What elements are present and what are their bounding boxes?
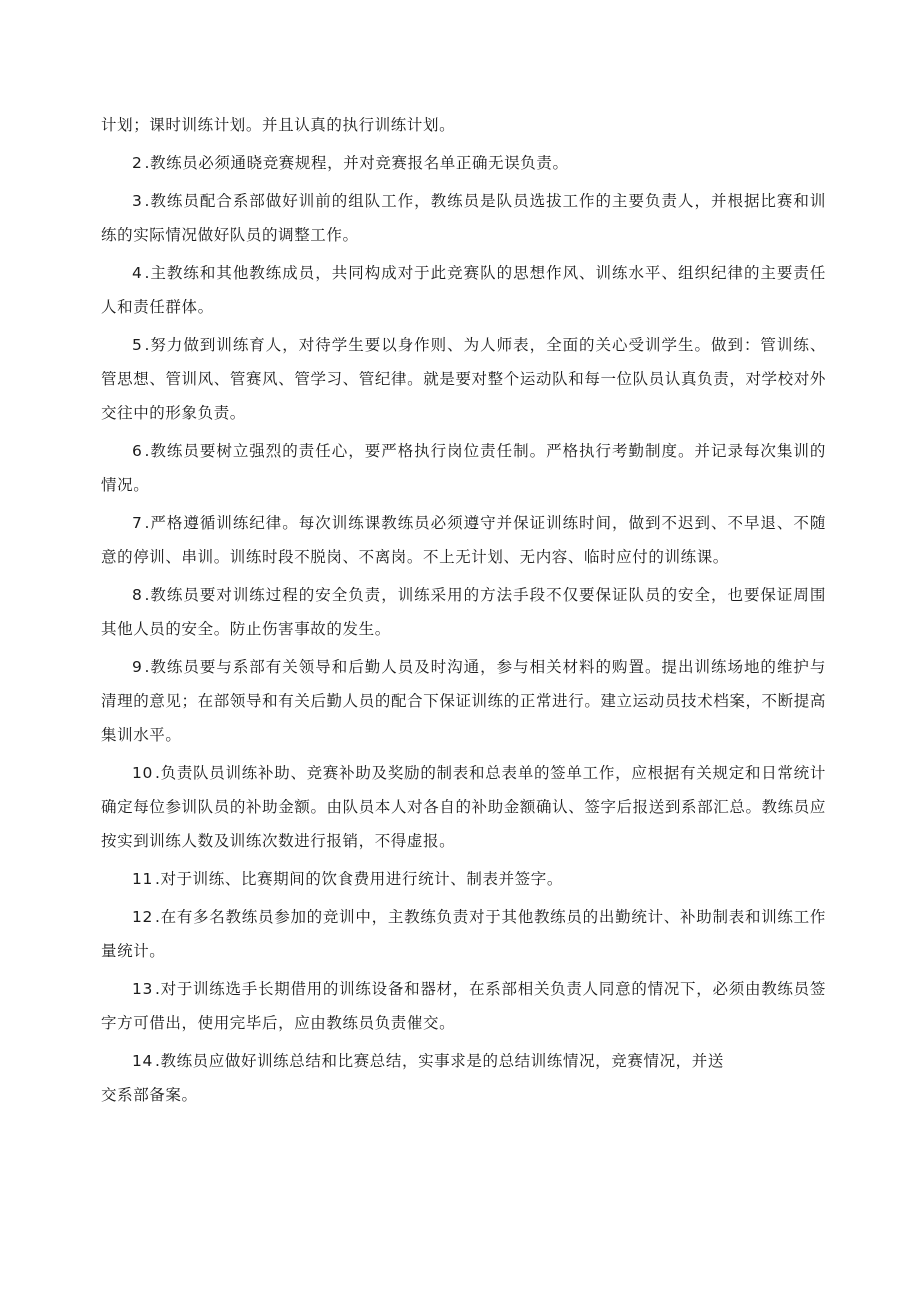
item-number: 12 xyxy=(132,908,153,926)
rule-item-6 xyxy=(101,434,826,502)
item-number: 9 xyxy=(132,658,143,676)
item-text: .努力做到训练育人，对待学生要以身作则、为人师表，全面的关心受训学生。做到：管训练、管思想、管训风、管赛风、管学习、管纪律。就是要对整个运动队和每一位队员认真负责，对学校对外交往中的形象负责。 xyxy=(101,336,826,422)
rule-item-3 xyxy=(101,184,826,252)
item-text: .教练员应做好训练总结和比赛总结，实事求是的总结训练情况，竞赛情况，并送 xyxy=(154,1052,724,1070)
item-text: .主教练和其他教练成员，共同构成对于此竞赛队的思想作风、训练水平、组织纪律的主要责任人和责任群体。 xyxy=(101,264,826,316)
rule-item-8 xyxy=(101,578,826,646)
item-text: .负责队员训练补助、竞赛补助及奖励的制表和总表单的签单工作，应根据有关规定和日常统计确定每位参训队员的补助金额。由队员本人对各自的补助金额确认、签字后报送到系部汇总。教练员应按实到训练人数及训练次数进行报销，不得虚报。 xyxy=(101,764,826,850)
item-text: .教练员要与系部有关领导和后勤人员及时沟通，参与相关材料的购置。提出训练场地的维护与清理的意见；在部领导和有关后勤人员的配合下保证训练的正常进行。建立运动员技术档案，不断提高集训水平。 xyxy=(101,658,826,744)
item-number: 3 xyxy=(132,192,143,210)
item-number: 8 xyxy=(132,586,143,604)
item-number: 6 xyxy=(132,442,143,460)
rule-item-5 xyxy=(101,328,826,430)
opening-line: 计划；课时训练计划。并且认真的执行训练计划。 xyxy=(101,116,456,134)
rule-item-7 xyxy=(101,506,826,574)
item-number: 2 xyxy=(132,154,143,172)
rule-item-9 xyxy=(101,650,826,752)
item-text: .在有多名教练员参加的竞训中，主教练负责对于其他教练员的出勤统计、补助制表和训练工作量统计。 xyxy=(101,908,826,960)
rule-item-4 xyxy=(101,256,826,324)
rule-item-12 xyxy=(101,900,826,968)
rule-item-13 xyxy=(101,972,826,1040)
rule-item-2 xyxy=(101,146,826,180)
item-text: .教练员配合系部做好训前的组队工作，教练员是队员选拔工作的主要负责人，并根据比赛和训练的实际情况做好队员的调整工作。 xyxy=(101,192,826,244)
item-number: 7 xyxy=(132,514,143,532)
item-number: 11 xyxy=(132,870,153,888)
document-body xyxy=(101,108,826,1116)
item-text: .对于训练选手长期借用的训练设备和器材，在系部相关负责人同意的情况下，必须由教练员签字方可借出，使用完毕后，应由教练员负责催交。 xyxy=(101,980,826,1032)
item-text: .教练员要对训练过程的安全负责，训练采用的方法手段不仅要保证队员的安全，也要保证周围其他人员的安全。防止伤害事故的发生。 xyxy=(101,586,826,638)
item-number: 10 xyxy=(132,764,153,782)
item-text: .严格遵循训练纪律。每次训练课教练员必须遵守并保证训练时间，做到不迟到、不早退、不随意的停训、串训。训练时段不脱岗、不离岗。不上无计划、无内容、临时应付的训练课。 xyxy=(101,514,826,566)
rule-item-10 xyxy=(101,756,826,858)
item-number: 5 xyxy=(132,336,143,354)
item-text: .教练员必须通晓竞赛规程，并对竞赛报名单正确无误负责。 xyxy=(144,154,569,172)
rule-item-11 xyxy=(101,862,826,896)
rule-item-14-continuation: 交系部备案。 xyxy=(101,1086,198,1104)
item-text: .教练员要树立强烈的责任心，要严格执行岗位责任制。严格执行考勤制度。并记录每次集训的情况。 xyxy=(101,442,826,494)
item-text: .对于训练、比赛期间的饮食费用进行统计、制表并签字。 xyxy=(154,870,563,888)
rule-item-14 xyxy=(101,1044,781,1078)
item-number: 13 xyxy=(132,980,153,998)
item-number: 4 xyxy=(132,264,143,282)
item-number: 14 xyxy=(132,1052,153,1070)
